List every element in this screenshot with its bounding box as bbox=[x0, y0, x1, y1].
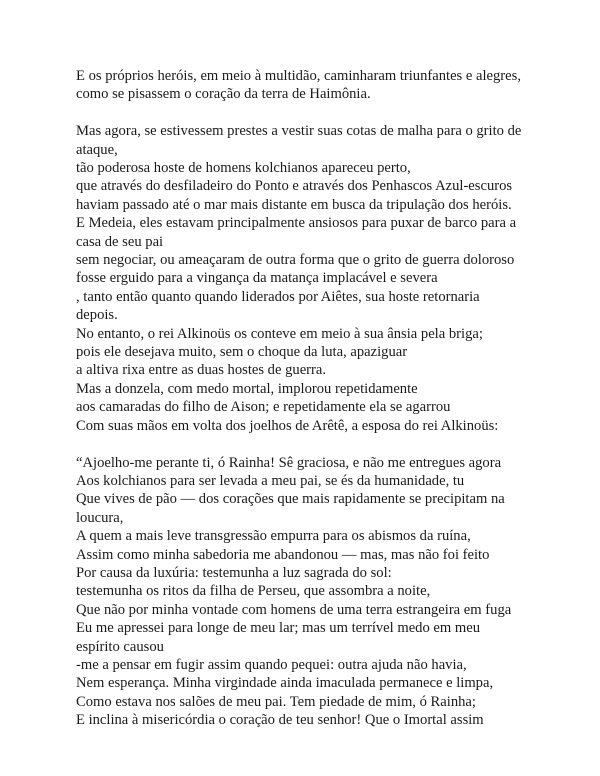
text-line: pois ele desejava muito, sem o choque da luta, apaziguar bbox=[76, 344, 408, 361]
text-line: depois. bbox=[76, 307, 118, 324]
text-line: tão poderosa hoste de homens kolchianos apareceu perto, bbox=[76, 160, 411, 177]
text-line: Aos kolchianos para ser levada a meu pai, se és da humanidade, tu bbox=[76, 472, 465, 489]
text-line: , tanto então quanto quando liderados por Aiêtes, sua hoste retornaria bbox=[76, 288, 480, 305]
text-line: Mas agora, se estivessem prestes a vestir suas cotas de malha para o grito de bbox=[76, 123, 522, 140]
text-line: Como estava nos salões de meu pai. Tem piedade de mim, ó Rainha; bbox=[76, 693, 476, 710]
paragraph bbox=[76, 454, 586, 730]
text-line: E Medeia, eles estavam principalmente ansiosos para puxar de barco para a bbox=[76, 215, 517, 232]
text-line: E os próprios heróis, em meio à multidão, caminharam triunfantes e alegres, bbox=[76, 68, 521, 84]
text-line: espírito causou bbox=[76, 638, 164, 655]
text-line: casa de seu pai bbox=[76, 233, 164, 250]
text-line: Mas a donzela, com medo mortal, implorou repetidamente bbox=[76, 380, 418, 397]
text-line: sem negociar, ou ameaçaram de outra forma que o grito de guerra doloroso bbox=[76, 252, 515, 269]
text-line: fosse erguido para a vingança da matança implacável e severa bbox=[76, 270, 438, 287]
text-line: Com suas mãos em volta dos joelhos de Arêtê, a esposa do rei Alkinoüs: bbox=[76, 417, 499, 434]
paragraph bbox=[76, 67, 586, 104]
text-line: Que vives de pão — dos corações que mais rapidamente se precipitam na bbox=[76, 491, 505, 508]
text-line: E inclina à misericórdia o coração de teu senhor! Que o Imortal assim bbox=[76, 712, 484, 729]
text-line: No entanto, o rei Alkinoüs os conteve em meio à sua ânsia pela briga; bbox=[76, 325, 483, 342]
text-line: haviam passado até o mar mais distante em busca da tripulação dos heróis. bbox=[76, 196, 512, 213]
paragraph bbox=[76, 122, 586, 435]
poem-text bbox=[76, 67, 586, 730]
text-line: loucura, bbox=[76, 509, 124, 526]
text-line: Por causa da luxúria: testemunha a luz sagrada do sol: bbox=[76, 564, 392, 581]
text-line: Assim como minha sabedoria me abandonou — mas, mas não foi feito bbox=[76, 546, 490, 563]
text-line: como se pisassem o coração da terra de Haimônia. bbox=[76, 86, 371, 103]
text-line: testemunha os ritos da filha de Perseu, que assombra a noite, bbox=[76, 583, 431, 600]
text-line: Nem esperança. Minha virgindade ainda imaculada permanece e limpa, bbox=[76, 675, 494, 692]
text-line: ataque, bbox=[76, 141, 118, 158]
text-line: -me a pensar em fugir assim quando pequei: outra ajuda não havia, bbox=[76, 656, 467, 673]
text-line: a altiva rixa entre as duas hostes de guerra. bbox=[76, 362, 327, 379]
text-line: que através do desfiladeiro do Ponto e através dos Penhascos Azul-escuros bbox=[76, 178, 513, 195]
text-line: Que não por minha vontade com homens de uma terra estrangeira em fuga bbox=[76, 601, 512, 618]
text-line: “Ajoelho-me perante ti, ó Rainha! Sê graciosa, e não me entregues agora bbox=[76, 454, 502, 471]
text-line: Eu me apressei para longe de meu lar; mas um terrível medo em meu bbox=[76, 620, 481, 637]
text-line: aos camaradas do filho de Aison; e repetidamente ela se agarrou bbox=[76, 399, 451, 416]
text-line: A quem a mais leve transgressão empurra para os abismos da ruína, bbox=[76, 528, 471, 545]
